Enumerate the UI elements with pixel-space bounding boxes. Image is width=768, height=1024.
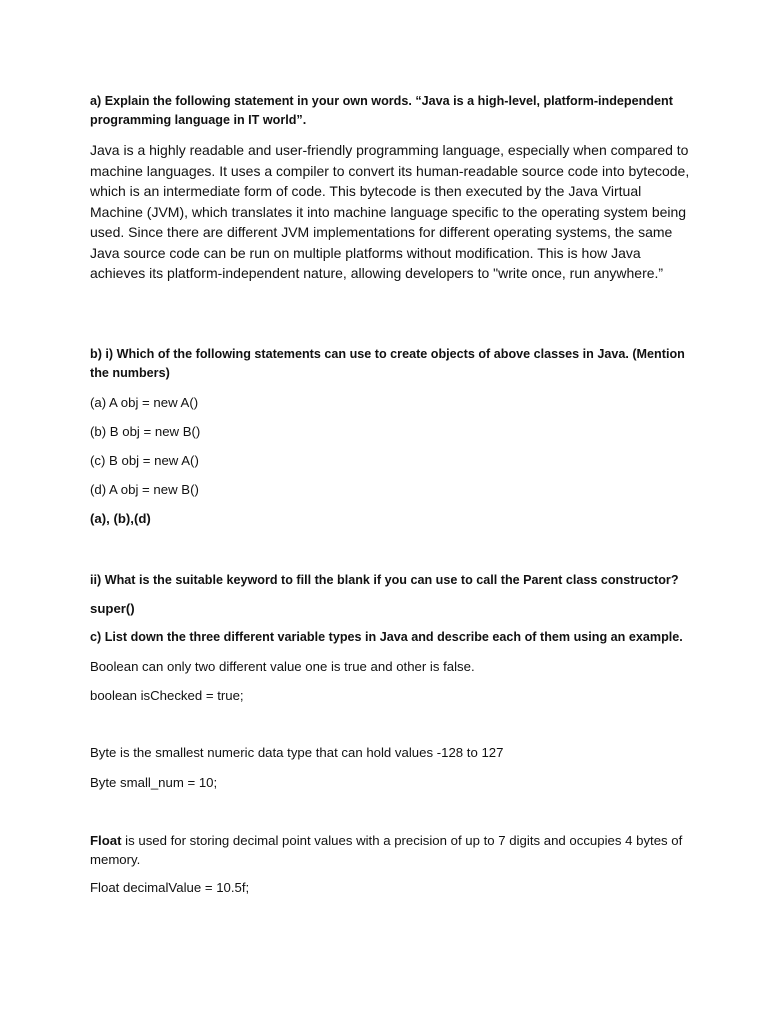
byte-code: Byte small_num = 10; <box>90 775 218 790</box>
float-description-text: is used for storing decimal point values with a precision of up to 7 digits and occupies 4 bytes of memory. <box>90 833 683 867</box>
boolean-code: boolean isChecked = true; <box>90 688 244 703</box>
float-description <box>90 831 690 869</box>
answer-b-i: (a), (b),(d) <box>90 511 151 526</box>
answer-b-ii: super() <box>90 601 135 616</box>
option-a: (a) A obj = new A() <box>90 395 199 410</box>
answer-a: Java is a highly readable and user-friendly programming language, especially when compared to machine languages. It uses a compiler to convert its human-readable source code into bytecode, which is an intermediate form of code. This bytecode is then executed by the Java Virtual Machine (JVM), which translates it into machine language specific to the operating system being used. Since there are different JVM implementations for different operating systems, the same Java source code can be run on multiple platforms without modification. This is how Java achieves its platform-independent nature, allowing developers to "write once, run anywhere.” <box>90 142 690 281</box>
float-code: Float decimalValue = 10.5f; <box>90 880 250 895</box>
float-term: Float <box>90 833 122 848</box>
option-b: (b) B obj = new B() <box>90 424 201 439</box>
boolean-description: Boolean can only two different value one is true and other is false. <box>90 659 475 674</box>
question-b-i: b) i) Which of the following statements can use to create objects of above classes in Java. (Mention the numbers) <box>90 347 685 380</box>
question-c: c) List down the three different variable types in Java and describe each of them using an example. <box>90 630 683 644</box>
byte-description: Byte is the smallest numeric data type that can hold values -128 to 127 <box>90 745 504 760</box>
option-c: (c) B obj = new A() <box>90 453 199 468</box>
question-b-ii: ii) What is the suitable keyword to fill the blank if you can use to call the Parent class constructor? <box>90 573 679 587</box>
question-a: a) Explain the following statement in your own words. “Java is a high-level, platform-independent programming language in IT world”. <box>90 94 673 127</box>
option-d: (d) A obj = new B() <box>90 482 199 497</box>
